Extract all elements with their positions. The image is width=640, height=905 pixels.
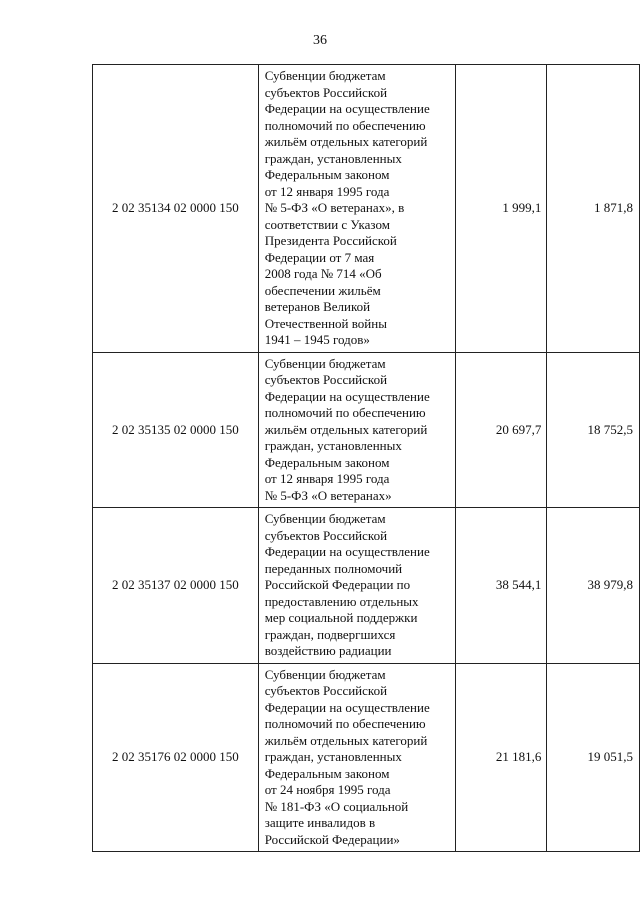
value-cell-2: 19 051,5 [547, 663, 640, 852]
value-cell-2: 18 752,5 [547, 352, 640, 508]
value-cell-2: 38 979,8 [547, 508, 640, 664]
value-cell-1: 1 999,1 [455, 65, 547, 353]
table-row [93, 65, 640, 353]
description-cell: Субвенции бюджетам субъектов Российской Федерации на осуществление переданных полномочий Российской Федерации по предоставлению отдельных мер социальной поддержки граждан, подвергшихся воздействию радиации [258, 508, 455, 664]
description-cell: Субвенции бюджетам субъектов Российской Федерации на осуществление полномочий по обеспечению жильём отдельных категорий граждан, установленных Федеральным законом от 12 января 1995 года № 5-ФЗ «О ветеранах» [258, 352, 455, 508]
value-cell-1: 20 697,7 [455, 352, 547, 508]
description-cell: Субвенции бюджетам субъектов Российской Федерации на осуществление полномочий по обеспечению жильём отдельных категорий граждан, установленных Федеральным законом от 12 января 1995 года № 5-ФЗ «О ветеранах», в соответствии с Указом Президента Российской Федерации от 7 мая 2008 года № 714 «Об обеспечении жильём ветеранов Великой Отечественной войны 1941 – 1945 годов» [258, 65, 455, 353]
budget-code-cell: 2 02 35176 02 0000 150 [93, 663, 259, 852]
value-cell-1: 38 544,1 [455, 508, 547, 664]
table-row [93, 663, 640, 852]
value-cell-1: 21 181,6 [455, 663, 547, 852]
page-number: 36 [313, 33, 327, 48]
value-cell-2: 1 871,8 [547, 65, 640, 353]
budget-table [92, 64, 640, 852]
table-row [93, 352, 640, 508]
description-cell: Субвенции бюджетам субъектов Российской Федерации на осуществление полномочий по обеспечению жильём отдельных категорий граждан, установленных Федеральным законом от 24 ноября 1995 года № 181-ФЗ «О социальной защите инвалидов в Российской Федерации» [258, 663, 455, 852]
budget-code-cell: 2 02 35135 02 0000 150 [93, 352, 259, 508]
table-row [93, 508, 640, 664]
budget-code-cell: 2 02 35137 02 0000 150 [93, 508, 259, 664]
budget-code-cell: 2 02 35134 02 0000 150 [93, 65, 259, 353]
